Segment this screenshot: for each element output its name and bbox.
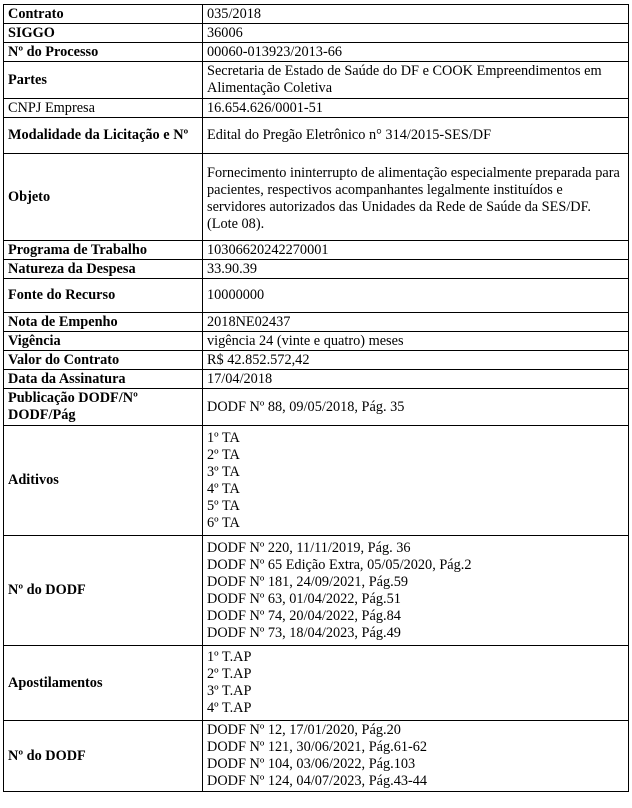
row-programa — [4, 241, 629, 260]
row-assinatura — [4, 370, 629, 389]
row-natureza — [4, 260, 629, 279]
dodf-item: DODF Nº 63, 01/04/2022, Pág.51 — [207, 590, 401, 607]
label-assinatura: Data da Assinatura — [4, 370, 203, 389]
label-empenho: Nota de Empenho — [4, 313, 203, 332]
value-programa: 10306620242270001 — [203, 241, 629, 260]
label-processo: Nº do Processo — [4, 43, 203, 62]
dodf-item: DODF Nº 65 Edição Extra, 05/05/2020, Pág.2 — [207, 556, 472, 573]
value-objeto — [203, 154, 629, 241]
value-apostilamentos — [203, 646, 629, 721]
label-valor: Valor do Contrato — [4, 351, 203, 370]
value-natureza: 33.90.39 — [203, 260, 629, 279]
aditivo-item: 6º TA — [207, 514, 240, 531]
row-partes — [4, 62, 629, 99]
dodf-item: DODF Nº 220, 11/11/2019, Pág. 36 — [207, 539, 411, 556]
row-publicacao — [4, 389, 629, 426]
dodf-item: DODF Nº 181, 24/09/2021, Pág.59 — [207, 573, 409, 590]
row-apostilamentos — [4, 646, 629, 721]
row-valor — [4, 351, 629, 370]
row-fonte — [4, 279, 629, 313]
dodf-item: DODF Nº 121, 30/06/2021, Pág.61-62 — [207, 739, 428, 755]
objeto-text: Fornecimento ininterrupto de alimentação especialmente preparada para pacientes, respectivos acompanhantes legalmente instituídos e servidores autorizados das Unidades da Rede de Saúde da SES/DF. (Lote 08). — [207, 164, 620, 232]
value-aditivos — [203, 426, 629, 536]
label-dodf-aditivos: Nº do DODF — [4, 536, 203, 646]
label-natureza: Natureza da Despesa — [4, 260, 203, 279]
row-dodf-aditivos — [4, 536, 629, 646]
value-contrato: 035/2018 — [203, 5, 629, 24]
value-dodf-aditivos — [203, 536, 629, 646]
label-fonte: Fonte do Recurso — [4, 279, 203, 313]
row-processo — [4, 43, 629, 62]
value-fonte: 10000000 — [203, 279, 629, 313]
row-contrato — [4, 5, 629, 24]
value-partes — [203, 62, 629, 99]
aditivo-item: 2º TA — [207, 446, 240, 463]
row-vigencia — [4, 332, 629, 351]
label-vigencia: Vigência — [4, 332, 203, 351]
label-dodf-apostilamentos: Nº do DODF — [4, 721, 203, 792]
label-programa: Programa de Trabalho — [4, 241, 203, 260]
dodf-item: DODF Nº 12, 17/01/2020, Pág.20 — [207, 722, 401, 738]
value-valor: R$ 42.852.572,42 — [203, 351, 629, 370]
aditivo-item: 5º TA — [207, 497, 240, 514]
row-empenho — [4, 313, 629, 332]
row-objeto — [4, 154, 629, 241]
value-vigencia: vigência 24 (vinte e quatro) meses — [203, 332, 629, 351]
value-processo: 00060-013923/2013-66 — [203, 43, 629, 62]
label-apostilamentos: Apostilamentos — [4, 646, 203, 721]
label-objeto: Objeto — [4, 154, 203, 241]
apostilamento-item: 3º T.AP — [207, 683, 252, 699]
dodf-item: DODF Nº 104, 03/06/2022, Pág.103 — [207, 756, 416, 772]
apostilamento-item: 2º T.AP — [207, 666, 252, 682]
contract-table — [3, 4, 629, 792]
row-siggo — [4, 24, 629, 43]
row-modalidade — [4, 118, 629, 154]
value-publicacao: DODF Nº 88, 09/05/2018, Pág. 35 — [203, 389, 629, 426]
value-siggo: 36006 — [203, 24, 629, 43]
value-empenho: 2018NE02437 — [203, 313, 629, 332]
label-aditivos: Aditivos — [4, 426, 203, 536]
aditivo-item: 1º TA — [207, 429, 240, 446]
value-cnpj: 16.654.626/0001-51 — [203, 99, 629, 118]
dodf-item: DODF Nº 124, 04/07/2023, Pág.43-44 — [207, 773, 428, 789]
label-partes: Partes — [4, 62, 203, 99]
partes-text: Secretaria de Estado de Saúde do DF e COOK Empreendimentos em Alimentação Coletiva — [207, 63, 602, 96]
label-siggo: SIGGO — [4, 24, 203, 43]
dodf-item: DODF Nº 74, 20/04/2022, Pág.84 — [207, 607, 401, 624]
label-contrato: Contrato — [4, 5, 203, 24]
row-dodf-apostilamentos — [4, 721, 629, 792]
apostilamento-item: 1º T.AP — [207, 649, 252, 665]
value-dodf-apostilamentos — [203, 721, 629, 792]
dodf-item: DODF Nº 73, 18/04/2023, Pág.49 — [207, 624, 401, 641]
apostilamento-item: 4º T.AP — [207, 700, 252, 716]
label-cnpj: CNPJ Empresa — [4, 99, 203, 118]
row-cnpj — [4, 99, 629, 118]
label-publicacao: Publicação DODF/Nº DODF/Pág — [4, 389, 203, 426]
aditivo-item: 4º TA — [207, 480, 240, 497]
value-assinatura: 17/04/2018 — [203, 370, 629, 389]
value-modalidade: Edital do Pregão Eletrônico n° 314/2015-SES/DF — [203, 118, 629, 154]
row-aditivos — [4, 426, 629, 536]
aditivo-item: 3º TA — [207, 463, 240, 480]
label-modalidade: Modalidade da Licitação e Nº — [4, 118, 203, 154]
